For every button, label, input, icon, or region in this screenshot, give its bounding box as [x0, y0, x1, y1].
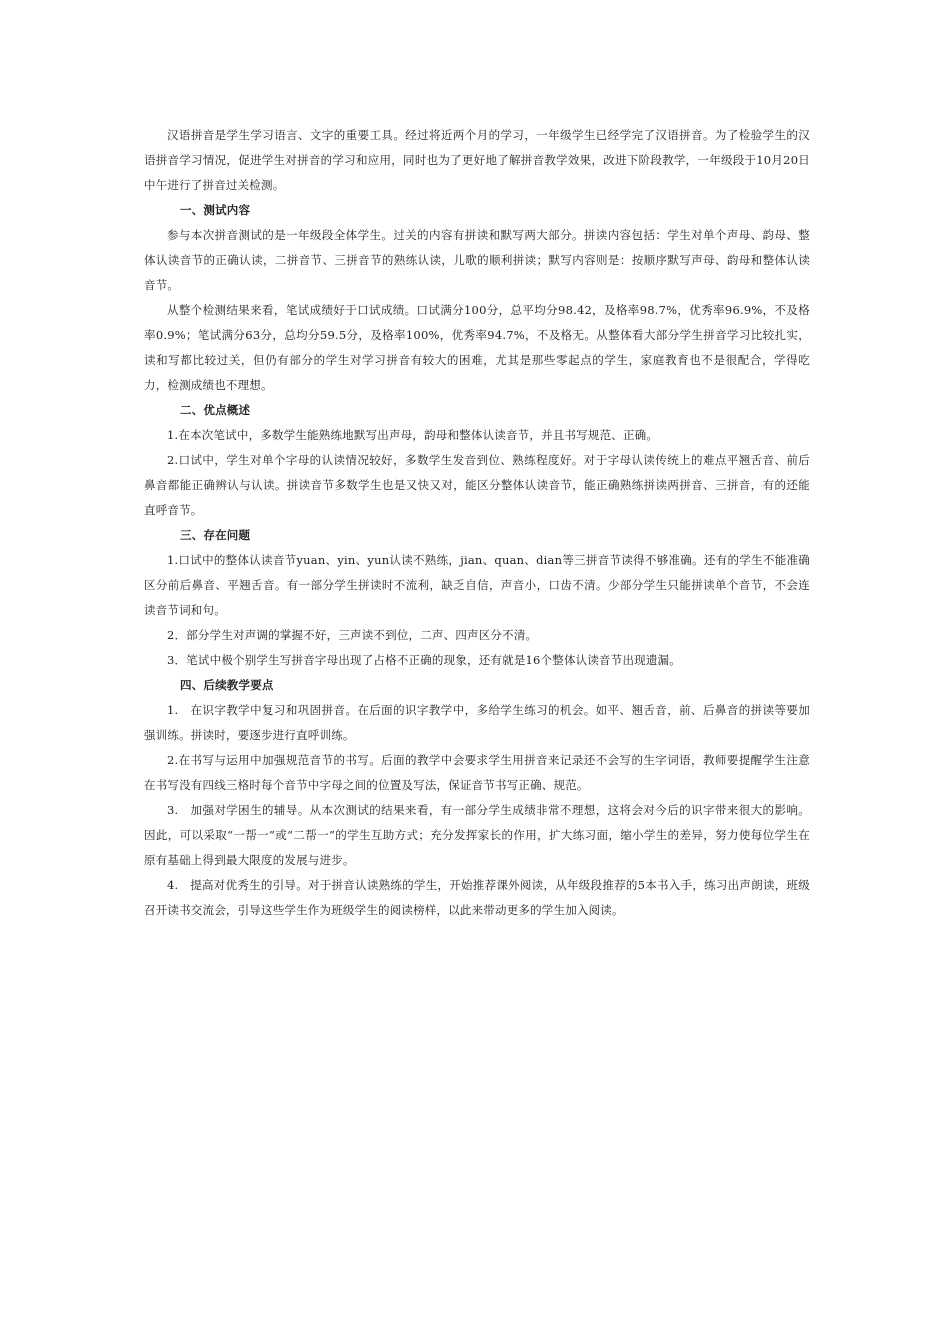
section-4-paragraph-1: 1. 在识字教学中复习和巩固拼音。在后面的识字教学中，多给学生练习的机会。如平、翘舌音，前、后鼻音的拼读等要加强训练。拼读时，要逐步进行直呼训练。: [144, 703, 810, 742]
intro-paragraph: 汉语拼音是学生学习语言、文字的重要工具。经过将近两个月的学习，一年级学生已经学完了汉语拼音。为了检验学生的汉语拼音学习情况，促进学生对拼音的学习和应用，同时也为了更好地了解拼音教学效果，改进下阶段教学，一年级段于10月20日中午进行了拼音过关检测。: [144, 128, 810, 192]
document-body: [144, 123, 810, 923]
section-3-paragraph-1: 1.口试中的整体认读音节yuan、yin、yun认读不熟练，jian、quan、dian等三拼音节读得不够准确。还有的学生不能准确区分前后鼻音、平翘舌音。有一部分学生拼读时不流利，缺乏自信，声音小，口齿不清。少部分学生只能拼读单个音节，不会连读音节词和句。: [144, 553, 810, 617]
section-heading-strengths: 二、优点概述: [180, 403, 251, 417]
section-heading-problems: 三、存在问题: [180, 528, 251, 542]
section-4-paragraph-4: 4. 提高对优秀生的引导。对于拼音认读熟练的学生，开始推荐课外阅读，从年级段推荐的5本书入手，练习出声朗读，班级召开读书交流会，引导这些学生作为班级学生的阅读榜样，以此来带动更多的学生加入阅读。: [144, 878, 810, 917]
section-2-paragraph-2: 2.口试中，学生对单个字母的认读情况较好，多数学生发音到位、熟练程度好。对于字母认读传统上的难点平翘舌音、前后鼻音都能正确辨认与认读。拼读音节多数学生也是又快又对，能区分整体认读音节，能正确熟练拼读两拼音、三拼音，有的还能直呼音节。: [144, 453, 810, 517]
section-heading-test-content: 一、测试内容: [180, 203, 251, 217]
section-1-paragraph-1: 参与本次拼音测试的是一年级段全体学生。过关的内容有拼读和默写两大部分。拼读内容包括：学生对单个声母、韵母、整体认读音节的正确认读，二拼音节、三拼音节的熟练认读，儿歌的顺利拼读；默写内容则是：按顺序默写声母、韵母和整体认读音节。: [144, 228, 810, 292]
section-4-paragraph-3: 3. 加强对学困生的辅导。从本次测试的结果来看，有一部分学生成绩非常不理想，这将会对今后的识字带来很大的影响。因此，可以采取“一帮一”或“二帮一”的学生互助方式；充分发挥家长的作用，扩大练习面，缩小学生的差异，努力使每位学生在原有基础上得到最大限度的发展与进步。: [144, 803, 810, 867]
section-1-paragraph-2: 从整个检测结果来看，笔试成绩好于口试成绩。口试满分100分，总平均分98.42，及格率98.7%，优秀率96.9%，不及格率0.9%；笔试满分63分，总均分59.5分，及格率100%，优秀率94.7%，不及格无。从整体看大部分学生拼音学习比较扎实，读和写都比较过关，但仍有部分的学生对学习拼音有较大的困难，尤其是那些零起点的学生，家庭教育也不是很配合，学得吃力，检测成绩也不理想。: [144, 303, 810, 392]
section-3-paragraph-2: 2．部分学生对声调的掌握不好，三声读不到位，二声、四声区分不清。: [167, 628, 538, 642]
section-4-paragraph-2: 2.在书写与运用中加强规范音节的书写。后面的教学中会要求学生用拼音来记录还不会写的生字词语，教师要提醒学生注意在书写没有四线三格时每个音节中字母之间的位置及写法，保证音节书写正确、规范。: [144, 753, 810, 792]
section-2-paragraph-1: 1.在本次笔试中，多数学生能熟练地默写出声母，韵母和整体认读音节，并且书写规范、正确。: [167, 428, 659, 442]
section-heading-follow-up: 四、后续教学要点: [180, 678, 274, 692]
section-3-paragraph-3: 3．笔试中极个别学生写拼音字母出现了占格不正确的现象，还有就是16个整体认读音节出现遗漏。: [167, 653, 681, 667]
